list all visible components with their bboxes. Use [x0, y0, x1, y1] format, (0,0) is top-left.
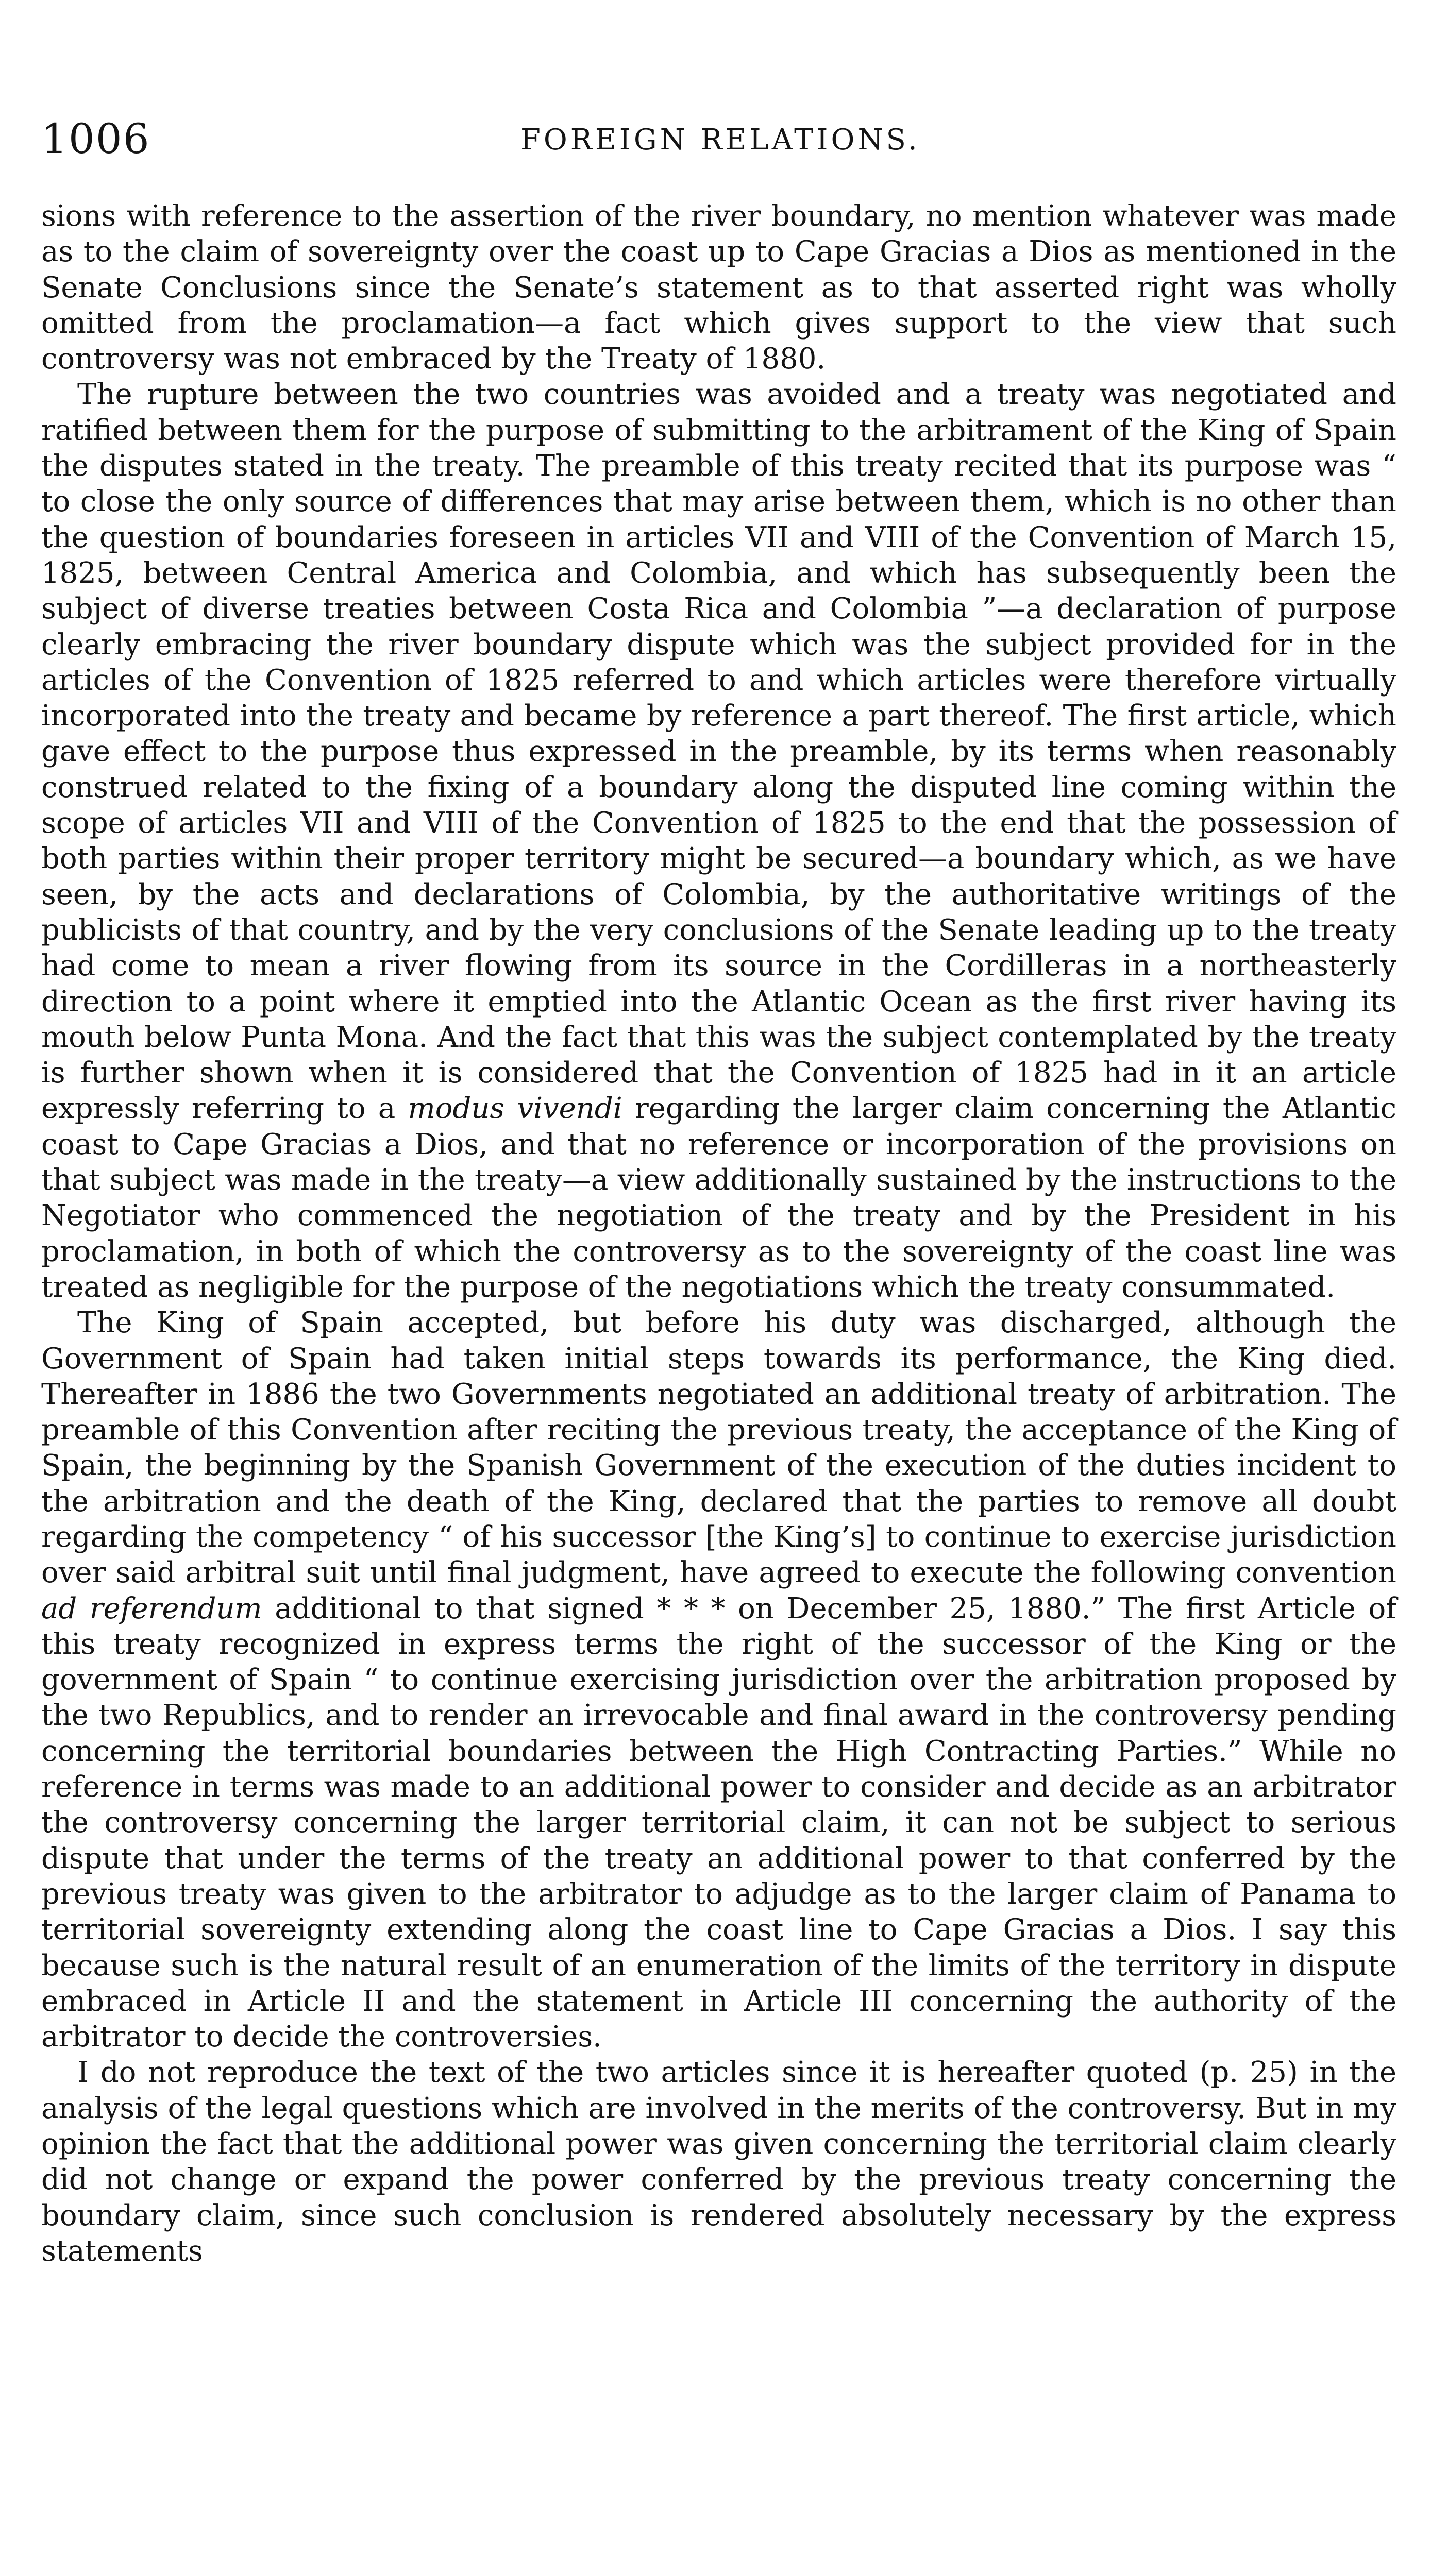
page-header	[41, 116, 1396, 173]
italic-phrase: modus vivendi	[408, 1092, 622, 1126]
paragraph	[41, 198, 1396, 377]
paragraph-text: additional to that signed * * * on December 25, 1880.” The first Article of this treaty recognized in express terms the right of the successor of the King or the government of Spain “ to continue exercising jurisdiction over the arbitration proposed by the two Republics, and to render an irrevocable and final award in the controversy pending concerning the territorial boundaries between the High Contracting Parties.” While no reference in terms was made to an additional power to consider and decide as an arbitrator the controversy concerning the larger territorial claim, it can not be subject to serious dispute that under the terms of the treaty an additional power to that conferred by the previous treaty was given to the arbitrator to adjudge as to the larger claim of Panama to territorial sovereignty extending along the coast line to Cape Gracias a Dios. I say this because such is the natural result of an enumeration of the limits of the territory in dispute embraced in Article II and the statement in Article III concerning the authority of the arbitrator to decide the controversies.	[41, 1591, 1396, 2054]
paragraph-text: The rupture between the two countries was avoided and a treaty was negotiated and ratified between them for the purpose of submitting to the arbitrament of the King of Spain the disputes stated in the treaty. The preamble of this treaty recited that its purpose was “ to close the only source of differences that may arise between them, which is no other than the question of boundaries foreseen in articles VII and VIII of the Convention of March 15, 1825, between Central America and Colombia, and which has subsequently been the subject of diverse treaties between Costa Rica and Colombia ”—a declaration of purpose clearly embracing the river boundary dispute which was the subject provided for in the articles of the Convention of 1825 referred to and which articles were therefore virtually incorporated into the treaty and became by reference a part thereof. The first article, which gave effect to the purpose thus expressed in the preamble, by its terms when reasonably construed related to the fixing of a boundary along the disputed line coming within the scope of articles VII and VIII of the Convention of 1825 to the end that the possession of both parties within their proper territory might be secured—a boundary which, as we have seen, by the acts and declarations of Colombia, by the authoritative writings of the publicists of that country, and by the very conclusions of the Senate leading up to the treaty had come to mean a river flowing from its source in the Cordilleras in a northeasterly direction to a point where it emptied into the Atlantic Ocean as the first river having its mouth below Punta Mona. And the fact that this was the subject contemplated by the treaty is further shown when it is considered that the Convention of 1825 had in it an article expressly referring to a	[41, 378, 1396, 1126]
paragraph	[41, 2055, 1396, 2269]
document-page	[41, 0, 1396, 2576]
italic-phrase: ad referendum	[41, 1591, 262, 1625]
body-text	[41, 198, 1396, 2269]
paragraph-text: The King of Spain accepted, but before his duty was discharged, although the Government of Spain had taken initial steps towards its performance, the King died. Thereafter in 1886 the two Governments negotiated an additional treaty of arbitration. The preamble of this Convention after reciting the previous treaty, the acceptance of the King of Spain, the beginning by the Spanish Government of the execution of the duties incident to the arbitration and the death of the King, declared that the parties to remove all doubt regarding the competency “ of his successor [the King’s] to continue to exercise jurisdiction over said arbitral suit until final judgment, have agreed to execute the following convention	[41, 1306, 1396, 1590]
paragraph	[41, 377, 1396, 1305]
paragraph-text: I do not reproduce the text of the two articles since it is hereafter quoted (p. 25) in the analysis of the legal questions which are involved in the merits of the controversy. But in my opinion the fact that the additional power was given concerning the territorial claim clearly did not change or expand the power conferred by the previous treaty concerning the boundary claim, since such conclusion is rendered absolutely necessary by the express statements	[41, 2056, 1396, 2268]
page-number: 1006	[41, 115, 150, 163]
running-head: FOREIGN RELATIONS.	[520, 123, 920, 157]
paragraph-text: regarding the larger claim concerning the Atlantic coast to Cape Gracias a Dios, and that no reference or incorporation of the provisions on that subject was made in the treaty—a view additionally sustained by the instructions to the Negotiator who commenced the negotiation of the treaty and by the President in his proclamation, in both of which the controversy as to the sovereignty of the coast line was treated as negligible for the purpose of the negotiations which the treaty consummated.	[41, 1092, 1396, 1304]
paragraph-text: sions with reference to the assertion of the river boundary, no mention whatever was made as to the claim of sovereignty over the coast up to Cape Gracias a Dios as mentioned in the Senate Conclusions since the Senate’s statement as to that asserted right was wholly omitted from the proclamation—a fact which gives support to the view that such controversy was not embraced by the Treaty of 1880.	[41, 199, 1396, 376]
paragraph	[41, 1305, 1396, 2055]
